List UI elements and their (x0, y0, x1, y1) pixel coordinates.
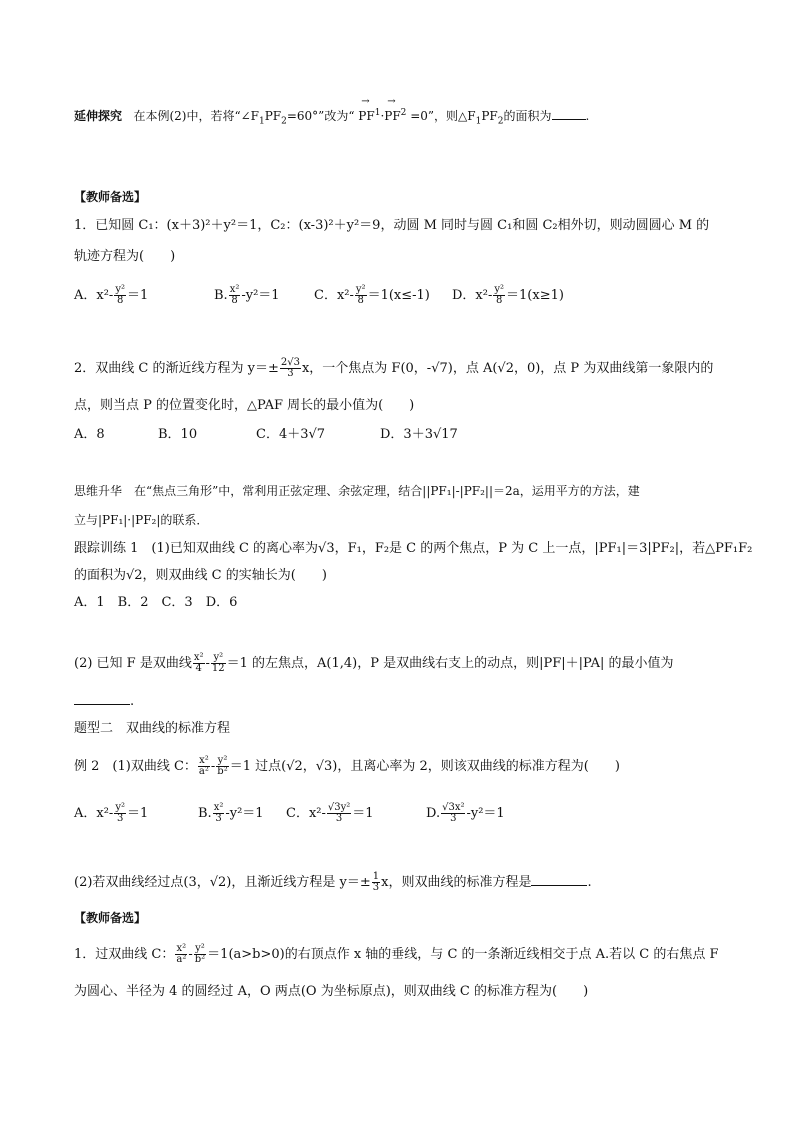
q2-option-c: C．4＋3√7 (256, 427, 326, 442)
q2-line1: 2．双曲线 C 的渐近线方程为 y＝± $\frac{2√3}{3}$ x，一个焦点为 F(0，-√7)，点 A(√2，0)，点 P 为双曲线第一象限内的 (74, 357, 714, 379)
q3-line2: 为圆心、半径为 4 的圆经过 A，O 两点(O 为坐标原点)，则双曲线 C 的标准方程为( ) (74, 984, 589, 999)
follow-up-line2: 的面积为√2，则双曲线 C 的实轴长为( ) (74, 568, 327, 583)
vector-pf2: → $PF^2$ (384, 103, 406, 126)
q1-line1: 1．已知圆 C₁：(x＋3)²＋y²＝1，C₂：(x-3)²＋y²＝9，动圆 M 同时与圆 C₁和圆 C₂相外切，则动圆圆心 M 的 (74, 218, 710, 233)
q2-option-b: B．10 (158, 427, 198, 442)
teacher-note-heading-2: 【教师备选】 (74, 911, 147, 925)
q1-option-a: A．x²- $\frac{\text{y²}}{8}$ ＝1 (74, 284, 149, 306)
follow-up-options: A．1 B．2 C．3 D．6 (74, 595, 238, 610)
teacher-note-heading: 【教师备选】 (74, 190, 147, 204)
q1-option-d: D．x²- $\frac{\text{y²}}{8}$ ＝1(x≥1) (452, 284, 564, 306)
ex2-option-a: A．x²- $\frac{\text{y²}}{3}$ ＝1 (74, 802, 149, 824)
q1-option-c: C．x²- $\frac{\text{y²}}{8}$ ＝1(x≤-1) (314, 284, 430, 306)
follow-up-line1: 跟踪训练 1 (1)已知双曲线 C 的离心率为√3，F₁，F₂是 C 的两个焦点，P 为 C 上一点，|PF₁|＝3|PF₂|，若△PF₁F₂ (74, 541, 753, 556)
vector-pf1: → $PF^1$ (358, 103, 380, 126)
q3-line1: 1．过双曲线 C： $\frac{\text{x²}}{\text{a²}}$ - $\frac{\text{y²}}{\text{b²}}$ ＝1(a>b>0)的右顶点作 x 轴的垂线，与 C 的一条渐近线相交于点 A.若以 C 的右焦点 F (74, 943, 719, 965)
extension-question: 延伸探究 在本例(2)中，若将“$\angle F_1PF_2=60^\circ$”改为“ → $PF^1\cdot\to PF^2 =0$”，则$\triangle F_1PF_2$的面积为 . (74, 103, 589, 131)
ex2-option-d: D. $\frac{\text{√3x²}}{3}$ -y²＝1 (426, 802, 505, 824)
q1-option-b: B. $\frac{\text{x²}}{8}$ -y²＝1 (214, 284, 280, 306)
ex2-option-b: B. $\frac{\text{x²}}{3}$ -y²＝1 (198, 802, 264, 824)
follow-up-part2-blank: . (74, 692, 134, 712)
ex2-option-c: C．x²- $\frac{\text{√3y²}}{3}$ ＝1 (286, 802, 374, 824)
thinking-summary-line2: 立与|PF₁|·|PF₂|的联系． (74, 513, 209, 527)
follow-up-part2: (2) 已知 F 是双曲线 $\frac{\text{x²}}{4}$ - $\frac{\text{y²}}{12}$ ＝1 的左焦点，A(1,4)，P 是双曲线右支上的动点，则|PF|＋|PA| 的最小值为 (74, 652, 674, 674)
section-heading: 题型二 双曲线的标准方程 (74, 721, 231, 736)
q1-line2: 轨迹方程为( ) (74, 249, 176, 264)
extension-label: 延伸探究 (74, 109, 123, 123)
q2-option-a: A．8 (74, 427, 105, 442)
q2-line2: 点，则当点 P 的位置变化时，△PAF 周长的最小值为( ) (74, 398, 415, 413)
q2-option-d: D．3＋3√17 (380, 427, 458, 442)
example2-part1: 例 2 (1)双曲线 C： $\frac{\text{x²}}{\text{a²}}$ - $\frac{\text{y²}}{\text{b²}}$ ＝1 过点(√2，√3)，且离心率为 2，则该双曲线的标准方程为( ) (74, 755, 620, 777)
thinking-summary-line1: 思维升华 在“焦点三角形”中，常利用正弦定理、余弦定理，结合||PF₁|-|PF₂||＝2a，运用平方的方法，建 (74, 484, 640, 498)
answer-blank (552, 107, 586, 120)
example2-part2: (2)若双曲线经过点(3，√2)，且渐近线方程是 y＝± $\frac{1}{3}$ x，则双曲线的标准方程是 . (74, 871, 592, 893)
